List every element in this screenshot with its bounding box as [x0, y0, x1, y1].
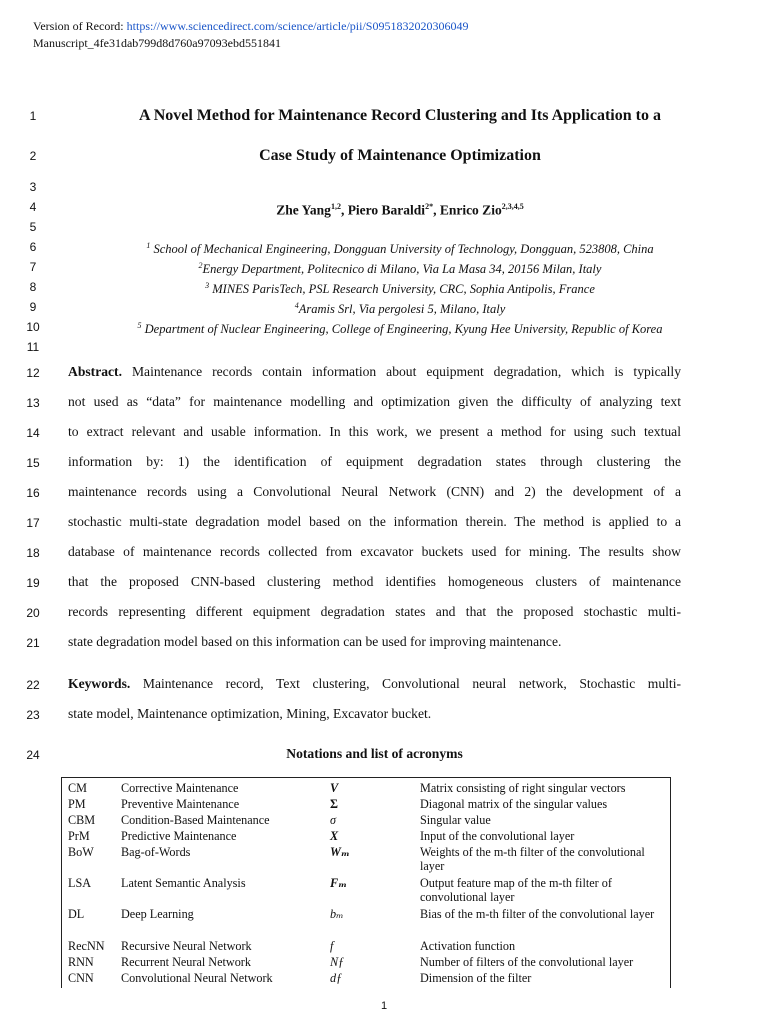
line-number: 15 — [26, 456, 40, 470]
abstract-label: Abstract. — [68, 364, 122, 379]
affiliation-text: Aramis Srl, Via pergolesi 5, Milano, Italy — [298, 302, 506, 317]
keywords-line: state model, Maintenance optimization, Mining, Excavator bucket. — [68, 706, 432, 721]
line-number: 4 — [29, 200, 37, 214]
acronym: CM — [68, 781, 87, 795]
line-number: 23 — [26, 708, 40, 722]
acronym: PM — [68, 797, 86, 811]
symbol-desc: Output feature map of the m-th filter of convolutional layer — [420, 876, 612, 904]
symbol-desc: Dimension of the filter — [420, 971, 532, 985]
affiliation-sup: 3 — [205, 281, 210, 290]
acronym-full: Corrective Maintenance — [121, 781, 239, 795]
line-number: 6 — [29, 240, 37, 254]
manuscript-id: Manuscript_4fe31dab799d8d760a97093ebd551841 — [33, 36, 281, 50]
symbol-desc: Bias of the m-th filter of the convolutional layer — [420, 907, 655, 921]
symbol: Fₘ — [330, 876, 348, 890]
acronym: BoW — [68, 845, 94, 859]
affiliation — [60, 258, 740, 277]
symbol: Σ — [330, 797, 338, 811]
acronym: CBM — [68, 813, 96, 827]
acronym-full: Preventive Maintenance — [121, 797, 240, 811]
symbol: dƒ — [330, 971, 343, 985]
affiliation-sup: 5 — [137, 321, 142, 330]
acronym-full: Latent Semantic Analysis — [121, 876, 246, 890]
line-number: 7 — [29, 260, 37, 274]
notation-title: Notations and list of acronyms — [286, 746, 463, 761]
affiliation-text: Department of Nuclear Engineering, College of Engineering, Kyung Hee University, Republic of Korea — [144, 322, 663, 337]
line-number: 8 — [29, 280, 37, 294]
affiliation-text: School of Mechanical Engineering, Dongguan University of Technology, Dongguan, 523808, China — [153, 242, 654, 257]
paper-title-line2: Case Study of Maintenance Optimization — [259, 147, 541, 164]
affiliation — [60, 318, 740, 337]
paper-title-line1: A Novel Method for Maintenance Record Clustering and Its Application to a — [139, 107, 661, 124]
affiliation-text: MINES ParisTech, PSL Research University, CRC, Sophia Antipolis, France — [212, 282, 595, 297]
abstract-line: to extract relevant and usable information. In this work, we present a method for using such textual — [68, 424, 681, 439]
abstract-line: information by: 1) the identification of equipment degradation states through clustering the — [68, 454, 681, 469]
author-sup: 1,2 — [330, 202, 341, 211]
line-number: 9 — [29, 300, 37, 314]
acronym: RecNN — [68, 939, 105, 953]
acronym-full: Bag-of-Words — [121, 845, 191, 859]
symbol: X — [330, 829, 339, 843]
acronym-full: Recurrent Neural Network — [121, 955, 251, 969]
acronym: CNN — [68, 971, 94, 985]
abstract-line: that the proposed CNN-based clustering method identifies homogeneous clusters of maintenance — [68, 574, 681, 589]
acronym: DL — [68, 907, 85, 921]
acronym-full: Condition-Based Maintenance — [121, 813, 270, 827]
line-number: 2 — [29, 149, 37, 163]
author-name: Zhe Yang — [276, 202, 331, 218]
symbol-desc: Number of filters of the convolutional layer — [420, 955, 634, 969]
author-sup: 2* — [425, 202, 434, 211]
affiliation-text: Energy Department, Politecnico di Milano, Via La Masa 34, 20156 Milan, Italy — [202, 262, 602, 277]
abstract-line: database of maintenance records collected from excavator buckets used for mining. The results show — [68, 544, 681, 559]
version-of-record — [33, 19, 468, 33]
abstract-line: Abstract. Maintenance records contain information about equipment degradation, which is typically — [68, 364, 681, 379]
symbol-desc: Activation function — [420, 939, 516, 953]
affiliation — [60, 238, 740, 257]
symbol-desc: Matrix consisting of right singular vectors — [420, 781, 626, 795]
author-sup: 2,3,4,5 — [501, 202, 524, 211]
symbol: Nƒ — [330, 955, 345, 969]
acronym-full: Recursive Neural Network — [121, 939, 252, 953]
symbol-desc: Diagonal matrix of the singular values — [420, 797, 608, 811]
author-list — [60, 199, 740, 219]
line-number: 12 — [26, 366, 40, 380]
line-number: 14 — [26, 426, 40, 440]
line-number: 21 — [26, 636, 40, 650]
line-number: 1 — [29, 109, 37, 123]
acronym: LSA — [68, 876, 92, 890]
acronym-full: Predictive Maintenance — [121, 829, 237, 843]
symbol-desc: Input of the convolutional layer — [420, 829, 575, 843]
affiliation-sup: 4 — [294, 301, 299, 310]
line-number: 17 — [26, 516, 40, 530]
line-number: 16 — [26, 486, 40, 500]
page-number: 1 — [380, 1000, 388, 1012]
acronym-full: Deep Learning — [121, 907, 194, 921]
affiliation — [60, 298, 740, 317]
abstract-line: maintenance records using a Convolutional Neural Network (CNN) and 2) the development of a — [68, 484, 681, 499]
line-number: 20 — [26, 606, 40, 620]
keywords-label: Keywords. — [68, 676, 131, 691]
acronym: PrM — [68, 829, 90, 843]
affiliation-sup: 1 — [146, 241, 151, 250]
notation-table — [61, 777, 671, 988]
acronym: RNN — [68, 955, 94, 969]
symbol-desc: Singular value — [420, 813, 491, 827]
line-number: 10 — [26, 320, 40, 334]
symbol: σ — [330, 813, 337, 827]
symbol: f — [330, 939, 334, 953]
abstract-line: state degradation model based on this information can be used for improving maintenance. — [68, 634, 562, 649]
line-number: 22 — [26, 678, 40, 692]
line-number: 11 — [26, 340, 40, 354]
line-number: 3 — [29, 180, 37, 194]
author-name: , Piero Baraldi — [340, 202, 426, 218]
affiliation-sup: 2 — [198, 261, 203, 270]
version-url-link[interactable]: https://www.sciencedirect.com/science/article/pii/S0951832020306049 — [126, 19, 469, 33]
version-prefix: Version of Record: — [33, 19, 127, 33]
line-number: 24 — [26, 748, 40, 762]
symbol-desc: Weights of the m-th filter of the convolutional layer — [420, 845, 645, 873]
abstract-line: records representing different equipment degradation states and that the proposed stochastic multi- — [68, 604, 681, 619]
line-number: 5 — [29, 220, 37, 234]
author-name: , Enrico Zio — [433, 202, 502, 218]
line-number: 13 — [26, 396, 40, 410]
symbol: bₘ — [330, 907, 344, 921]
line-number: 18 — [26, 546, 40, 560]
abstract-line: not used as “data” for maintenance modelling and optimization given the difficulty of analyzing text — [68, 394, 681, 409]
abstract-line: stochastic multi-state degradation model based on the information therein. The method is applied to a — [68, 514, 681, 529]
acronym-full: Convolutional Neural Network — [121, 971, 273, 985]
symbol: V — [330, 781, 339, 795]
keywords-line: Keywords. Maintenance record, Text clustering, Convolutional neural network, Stochastic multi- — [68, 676, 681, 691]
affiliation — [60, 278, 740, 297]
symbol: Wₘ — [330, 845, 350, 859]
line-number: 19 — [26, 576, 40, 590]
